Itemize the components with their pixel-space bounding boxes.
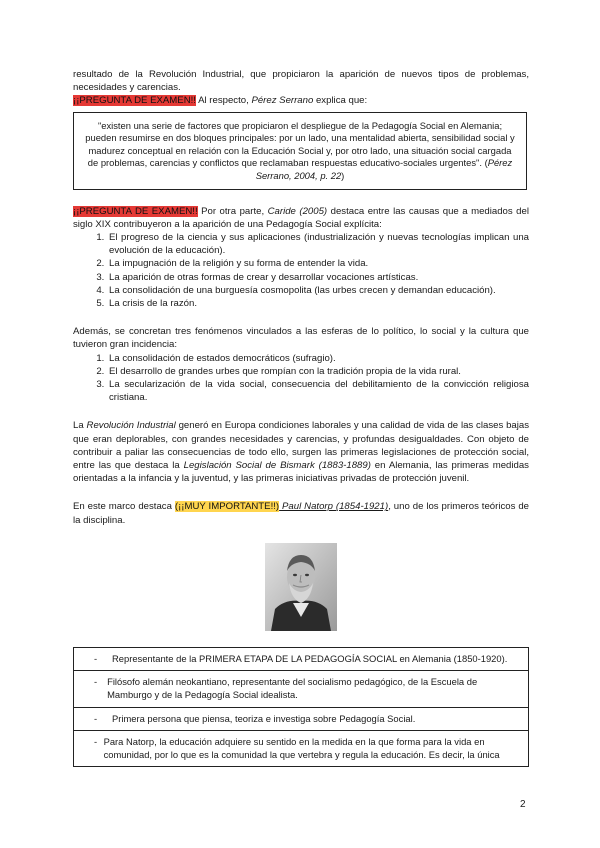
exam-question-2: ¡¡PREGUNTA DE EXAMEN!! Por otra parte, Caride (2005) destaca entre las causas que a mediados del siglo XIX contribuyeron a la aparición de una Pedagogía Social explícita: — [73, 205, 529, 230]
list-item: 1. La consolidación de estados democráticos (sufragio). — [107, 352, 529, 365]
exam-tag: ¡¡PREGUNTA DE EXAMEN!! — [73, 95, 196, 107]
phenomena-list — [73, 352, 529, 405]
dash-bullet: - — [94, 676, 98, 688]
phenomena-intro: Además, se concretan tres fenómenos vinculados a las esferas de lo político, lo social y la cultura que tuvieron gran incidencia: — [73, 326, 529, 351]
table-cell: - Filósofo alemán neokantiano, representante del socialismo pedagógico, de la Escuela de Mamburgo y de la Pedagogía Social idealista. — [74, 671, 529, 707]
dash-bullet: - — [94, 652, 98, 664]
author-name: Pérez Serrano — [251, 95, 314, 107]
natorp-paragraph: En este marco destaca (¡¡MUY IMPORTANTE!!) Paul Natorp (1854-1921), uno de los primeros teóricos de la disciplina. — [73, 501, 530, 526]
table-row — [74, 647, 529, 671]
table-row — [74, 671, 529, 707]
list-item: 2. La impugnación de la religión y su forma de entender la vida. — [107, 257, 529, 270]
natorp-facts-table — [73, 647, 529, 768]
table-cell: - Para Natorp, la educación adquiere su sentido en la medida en la que forma para la vida en comunidad, por lo que es la comunidad la que vertebra y regula la educación. Es decir, la única — [74, 731, 529, 767]
dash-bullet: - — [94, 736, 98, 748]
page-number: 2 — [520, 799, 526, 810]
dash-bullet: - — [94, 712, 98, 724]
quote-citation: Pérez Serrano, 2004, p. 22 — [255, 157, 513, 181]
list-item: 4. La consolidación de una burguesía cosmopolita (las urbes crecen y demandan educación). — [107, 284, 529, 297]
exam-tag: ¡¡PREGUNTA DE EXAMEN!! — [73, 205, 198, 217]
causes-list — [73, 231, 529, 310]
document-page — [73, 68, 529, 767]
term-legislacion-bismark: Legislación Social de Bismark (1883-1889) — [183, 460, 371, 472]
quote-box: "existen una serie de factores que propiciaron el despliegue de la Pedagogía Social en Alemania; pueden resumirse en dos bloques principales: por un lado, una mentalidad abierta, sensibilidad social y madurez conceptual en relación con la Educación Social y, por otro lado, una situación social cargada de problemas, carencias y conflictos que reclamaban respuestas educativo-sociales urgentes". (Pérez Serrano, 2004, p. 22) — [73, 112, 527, 190]
list-item: 3. La aparición de otras formas de crear y desarrollar vocaciones artísticas. — [107, 271, 529, 284]
natorp-name: Paul Natorp (1854-1921) — [279, 501, 389, 513]
quote-text: "existen una serie de factores que propiciaron el despliegue de la Pedagogía Social en Alemania; pueden resumirse en dos bloques principales: por un lado, una mentalidad abierta, sensibilidad social y madurez conceptual en relación con la Educación Social y, por otro lado, una situación social cargada de problemas, carencias y conflictos que reclamaban respuestas educativo-sociales urgentes". ( — [85, 119, 515, 169]
author-name: Caride (2005) — [267, 205, 328, 217]
revolution-paragraph: La Revolución Industrial generó en Europa condiciones laborales y una calidad de vida de las clases bajas que eran deplorables, con grandes necesidades y carencias, y profundas desigualdades. Con objeto de contribuir a paliar las consecuencias de todo ello, surgen las primeras legislaciones de protección social, entre las que destaca la Legislación Social de Bismark (1883-1889) en Alemania, las primeras medidas orientadas a la infancia y la juventud, y las primeras iniciativas privadas de protección juvenil. — [73, 420, 530, 485]
table-row — [74, 707, 529, 731]
exam-question-1: ¡¡PREGUNTA DE EXAMEN!! Al respecto, Pérez Serrano explica que: — [73, 95, 368, 107]
list-item: 1. El progreso de la ciencia y sus aplicaciones (industrialización y nuevas tecnologías implican una evolución de la educación). — [107, 231, 529, 257]
table-row — [74, 731, 529, 767]
natorp-portrait-image — [265, 543, 337, 631]
intro-paragraph: resultado de la Revolución Industrial, que propiciaron la aparición de nuevos tipos de problemas, necesidades y carencias. — [73, 69, 529, 94]
table-cell: - Representante de la PRIMERA ETAPA DE LA PEDAGOGÍA SOCIAL en Alemania (1850-1920). — [74, 647, 529, 671]
list-item: 2. El desarrollo de grandes urbes que rompían con la tradición propia de la vida rural. — [107, 365, 529, 378]
list-item: 5. La crisis de la razón. — [107, 297, 529, 310]
table-cell: - Primera persona que piensa, teoriza e investiga sobre Pedagogía Social. — [74, 707, 529, 731]
term-revolucion-industrial: Revolución Industrial — [86, 420, 176, 432]
portrait-container — [73, 543, 529, 631]
important-tag: (¡¡MUY IMPORTANTE!!) — [174, 501, 280, 513]
list-item: 3. La secularización de la vida social, consecuencia del debilitamiento de la convicción religiosa cristiana. — [107, 378, 529, 404]
